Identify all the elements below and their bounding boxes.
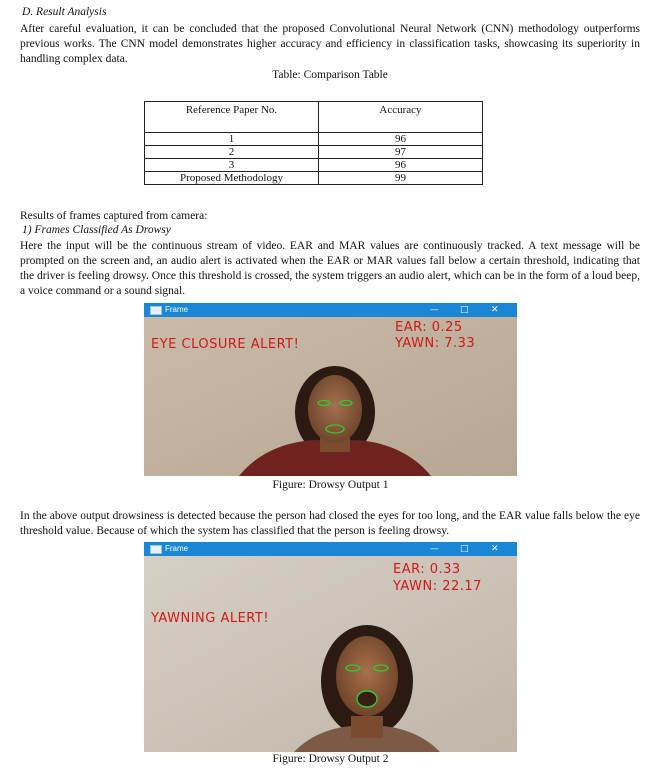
close-button[interactable]: ✕ <box>491 544 499 554</box>
table-header-cell: Accuracy <box>319 102 483 133</box>
app-icon <box>150 306 162 315</box>
minimize-button[interactable]: — <box>430 305 439 315</box>
explanation-paragraph: In the above output drowsiness is detected because the person had closed the eyes for too long, and the EAR value falls below the eye threshold value. Because of which the system has classified that the person is feeling drowsy. <box>20 510 640 537</box>
close-button[interactable]: ✕ <box>491 305 499 315</box>
window-title: Frame <box>165 544 189 553</box>
figure-1-caption: Figure: Drowsy Output 1 <box>272 479 389 491</box>
table-cell: Proposed Methodology <box>145 172 319 185</box>
yawning-alert: YAWNING ALERT! <box>151 611 270 626</box>
window-title: Frame <box>165 305 189 314</box>
stream-paragraph: Here the input will be the continuous stream of video. EAR and MAR values are continuously tracked. A text message will be prompted on the screen and, an audio alert is activated when the EAR or MAR values fall below a certain threshold, indicating that the driver is feeling drowsy. Once this threshold is crossed, the system triggers an audio alert, which can be in the form of a loud beep, a voice command or a sound signal. <box>20 240 640 297</box>
section-heading: D. Result Analysis <box>22 6 107 18</box>
table-cell: 2 <box>145 146 319 159</box>
eye-closure-alert: EYE CLOSURE ALERT! <box>151 337 300 352</box>
table-caption: Table: Comparison Table <box>272 69 388 81</box>
figure-2-caption: Figure: Drowsy Output 2 <box>272 753 389 765</box>
yawn-readout: YAWN: 7.33 <box>395 336 476 351</box>
table-row <box>145 146 483 159</box>
table-cell: 3 <box>145 159 319 172</box>
table-cell: 96 <box>319 133 483 146</box>
table-row <box>145 172 483 185</box>
window-titlebar <box>144 303 517 317</box>
camera-frame <box>144 317 517 476</box>
intro-paragraph: After careful evaluation, it can be concluded that the proposed Convolutional Neural Network (CNN) methodology outperforms previous works. The CNN model demonstrates higher accuracy and efficiency in classification tasks, showcasing its superiority in handling complex data. <box>20 23 640 65</box>
window-titlebar <box>144 542 517 556</box>
table-cell: 97 <box>319 146 483 159</box>
app-icon <box>150 545 162 554</box>
minimize-button[interactable]: — <box>430 544 439 554</box>
subsection-heading: 1) Frames Classified As Drowsy <box>22 224 171 236</box>
table-cell: 96 <box>319 159 483 172</box>
frame-window-1 <box>144 303 517 476</box>
comparison-table <box>144 101 483 185</box>
frame-window-2 <box>144 542 517 752</box>
table-header-row <box>145 102 483 133</box>
yawn-readout: YAWN: 22.17 <box>393 579 482 594</box>
ear-readout: EAR: 0.33 <box>393 562 461 577</box>
results-label: Results of frames captured from camera: <box>20 210 208 222</box>
table-row <box>145 159 483 172</box>
table-cell: 99 <box>319 172 483 185</box>
table-header-cell: Reference Paper No. <box>145 102 319 133</box>
maximize-button[interactable]: □ <box>460 305 469 315</box>
camera-frame <box>144 556 517 752</box>
ear-readout: EAR: 0.25 <box>395 320 463 335</box>
maximize-button[interactable]: □ <box>460 544 469 554</box>
table-row <box>145 133 483 146</box>
table-cell: 1 <box>145 133 319 146</box>
